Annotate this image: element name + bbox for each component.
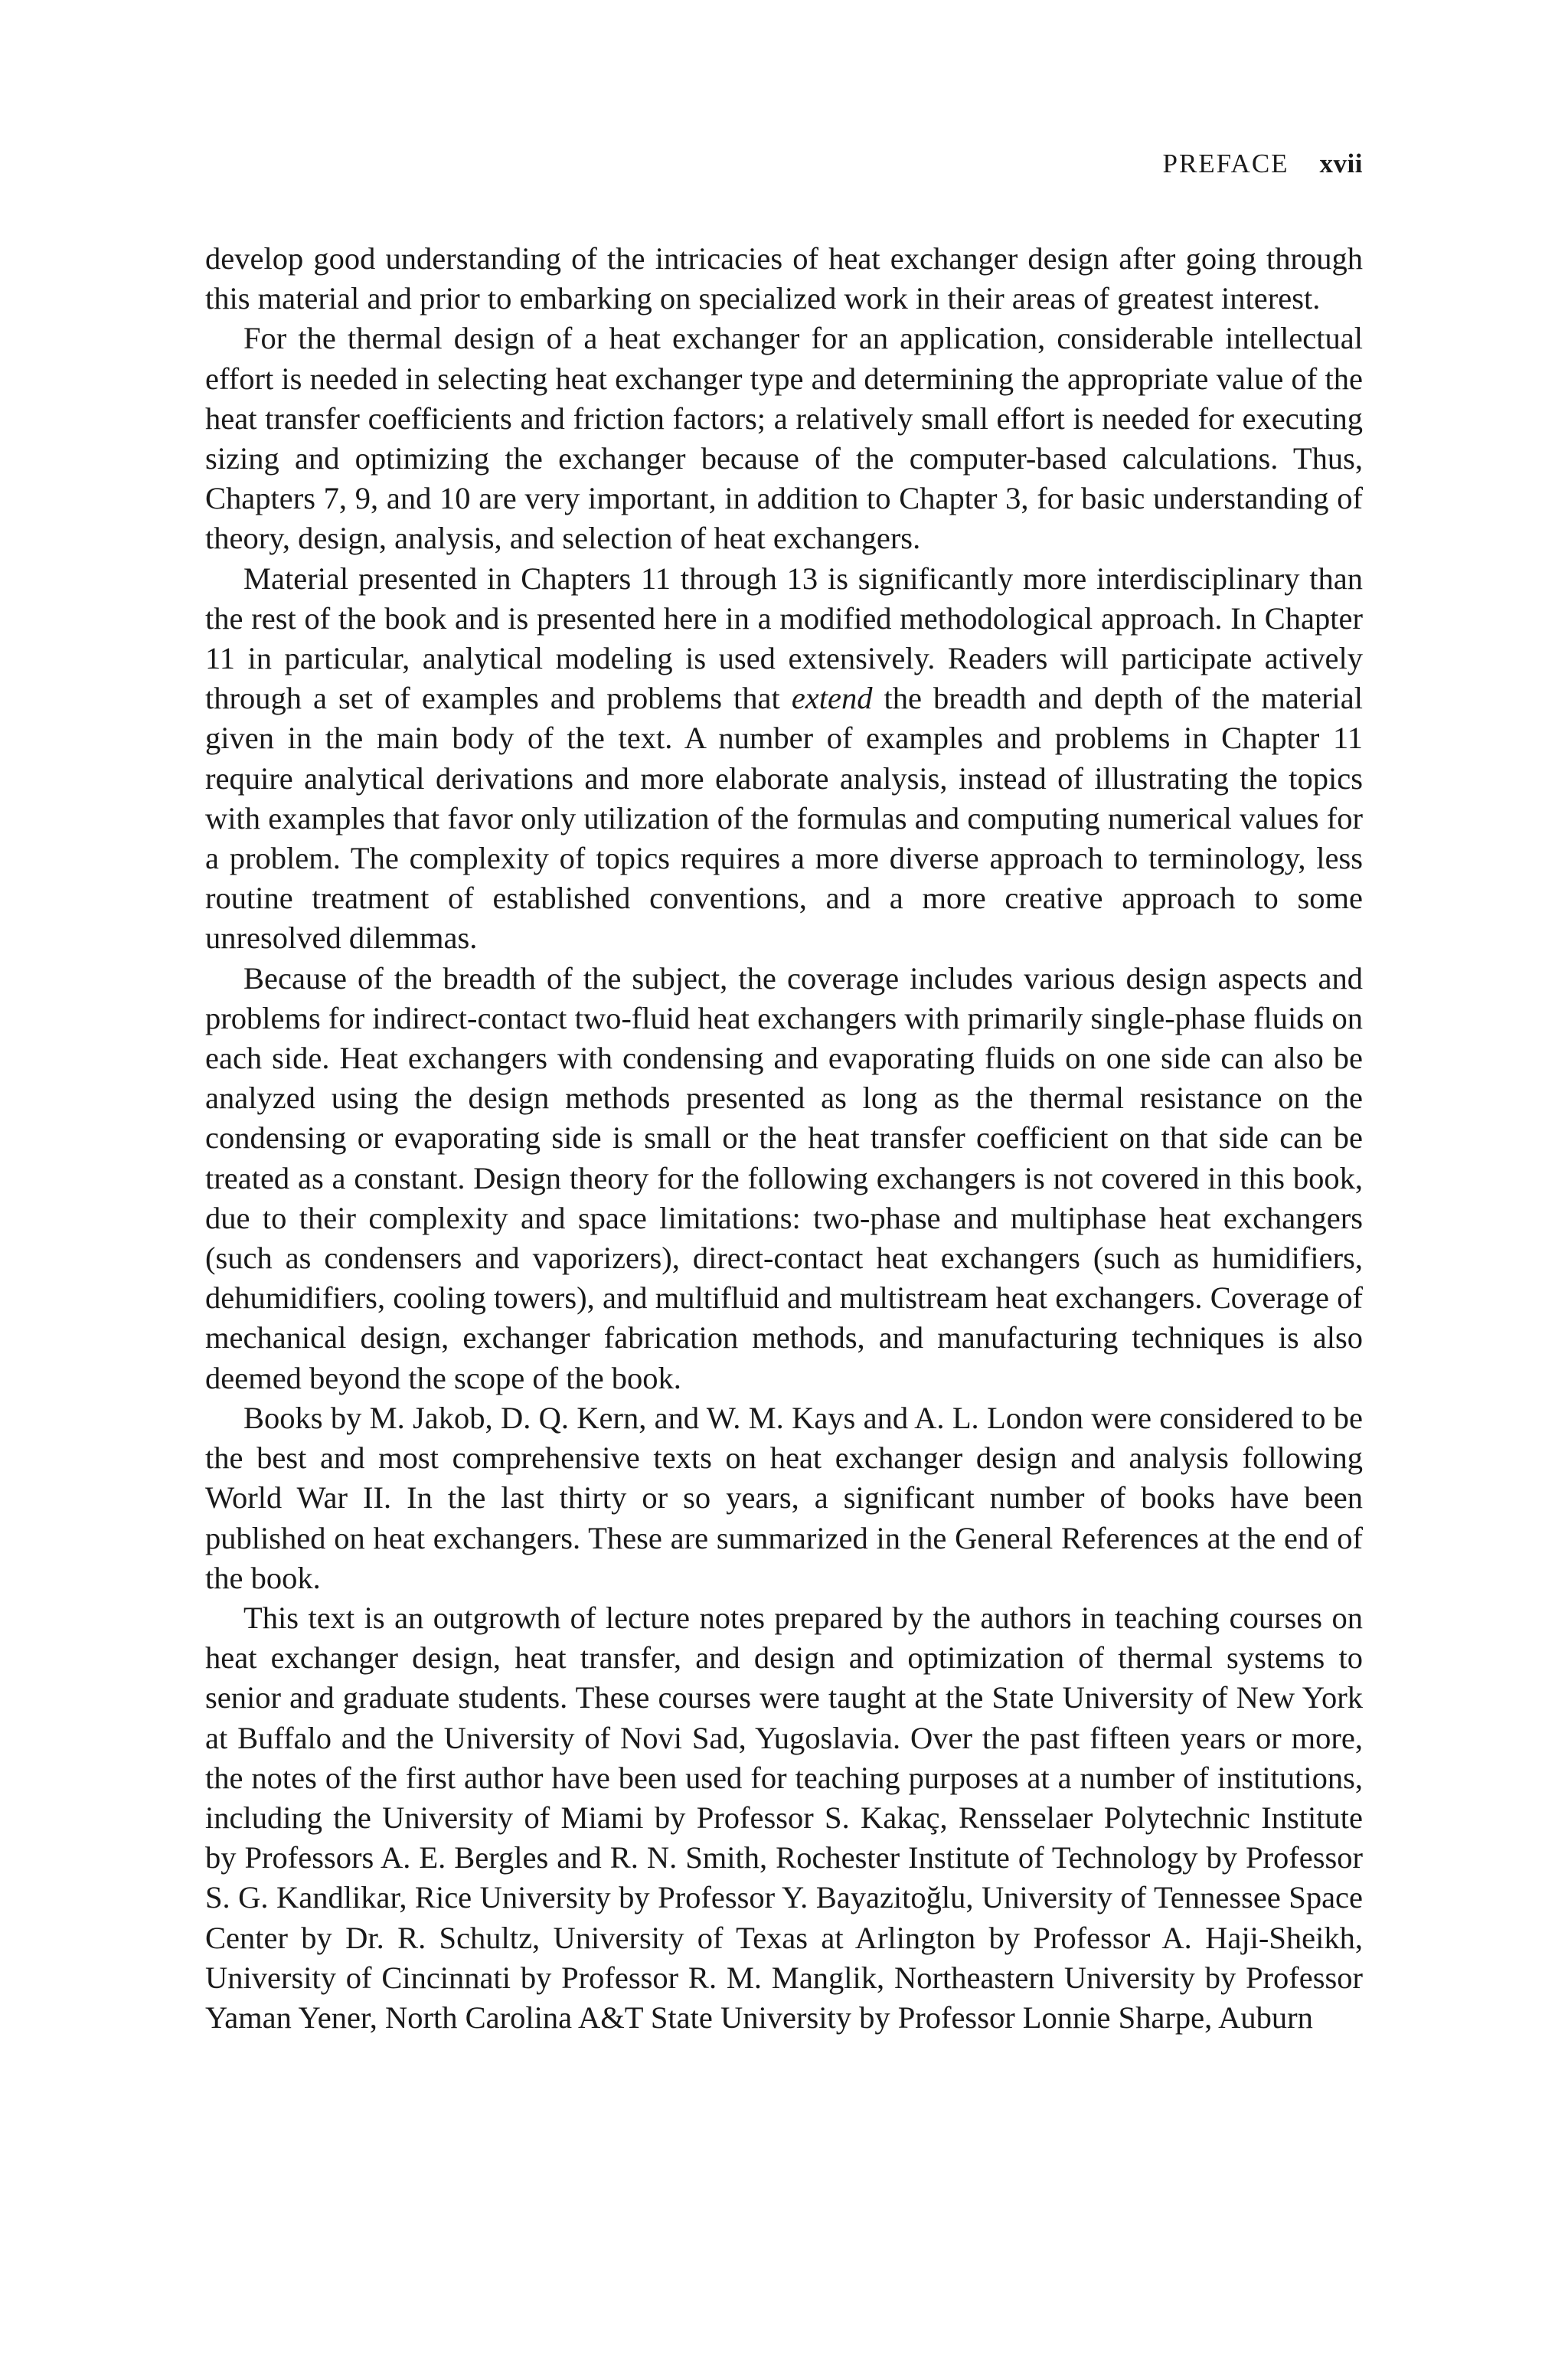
running-head	[1162, 150, 1363, 177]
page-number: xvii	[1319, 149, 1363, 178]
paragraph-lecture-notes: This text is an outgrowth of lecture notes prepared by the authors in teaching courses on heat exchanger design, heat transfer, and design and optimization of thermal systems to senior and graduate students. These courses were taught at the State University of New York at Buffalo and the University of Novi Sad, Yugoslavia. Over the past fifteen years or more, the notes of the first author have been used for teaching purposes at a number of institutions, including the University of Miami by Professor S. Kakaç, Rensselaer Polytechnic Institute by Professors A. E. Bergles and R. N. Smith, Rochester Institute of Technology by Professor S. G. Kandlikar, Rice University by Professor Y. Bayazitoğlu, University of Tennessee Space Center by Dr. R. Schultz, University of Texas at Arlington by Professor A. Haji-Sheikh, University of Cincinnati by Professor R. M. Manglik, Northeastern University by Professor Yaman Yener, North Carolina A&T State University by Professor Lonnie Sharpe, Auburn	[205, 1600, 1363, 2035]
paragraph-books: Books by M. Jakob, D. Q. Kern, and W. M. Kays and A. L. London were considered to be the best and most comprehensive texts on heat exchanger design and analysis following World War II. In the last thirty or so years, a significant number of books have been published on heat exchangers. These are summarized in the General References at the end of the book.	[205, 1400, 1363, 1595]
paragraph-chapters-11-13: Material presented in Chapters 11 through 13 is significantly more interdisciplinary than the rest of the book and is presented here in a modified methodological approach. In Chapter 11 in particular, analytical modeling is used extensively. Readers will participate actively through a set of examples and problems that extend the breadth and depth of the material given in the main body of the text. A number of examples and problems in Chapter 11 require analytical derivations and more elaborate analysis, instead of illustrating the topics with examples that favor only utilization of the formulas and computing numerical values for a problem. The complexity of topics requires a more diverse approach to terminology, less routine treatment of established conventions, and a more creative approach to some unresolved dilemmas.	[205, 561, 1363, 956]
body-text	[205, 239, 1363, 2038]
paragraph-coverage: Because of the breadth of the subject, the coverage includes various design aspects and problems for indirect-contact two-fluid heat exchangers with primarily single-phase fluids on each side. Heat exchangers with condensing and evaporating fluids on one side can also be analyzed using the design methods presented as long as the thermal resistance on the condensing or evaporating side is small or the heat transfer coefficient on that side can be treated as a constant. Design theory for the following exchangers is not covered in this book, due to their complexity and space limitations: two-phase and multiphase heat exchangers (such as condensers and vaporizers), direct-contact heat exchangers (such as humidifiers, dehumidifiers, cooling towers), and multifluid and multistream heat exchangers. Coverage of mechanical design, exchanger fabrication methods, and manufacturing techniques is also deemed beyond the scope of the book.	[205, 960, 1363, 1395]
paragraph-thermal-design: For the thermal design of a heat exchanger for an application, considerable intellectual effort is needed in selecting heat exchanger type and determining the appropriate value of the heat transfer coefficients and friction factors; a relatively small effort is needed for executing sizing and optimizing the exchanger because of the computer-based calculations. Thus, Chapters 7, 9, and 10 are very important, in addition to Chapter 3, for basic understanding of theory, design, analysis, and selection of heat exchangers.	[205, 321, 1363, 556]
running-head-section: PREFACE	[1162, 149, 1289, 178]
paragraph-continued: develop good understanding of the intricacies of heat exchanger design after going through this material and prior to embarking on specialized work in their areas of greatest interest.	[205, 241, 1363, 316]
emphasis-extend: extend	[791, 681, 873, 716]
